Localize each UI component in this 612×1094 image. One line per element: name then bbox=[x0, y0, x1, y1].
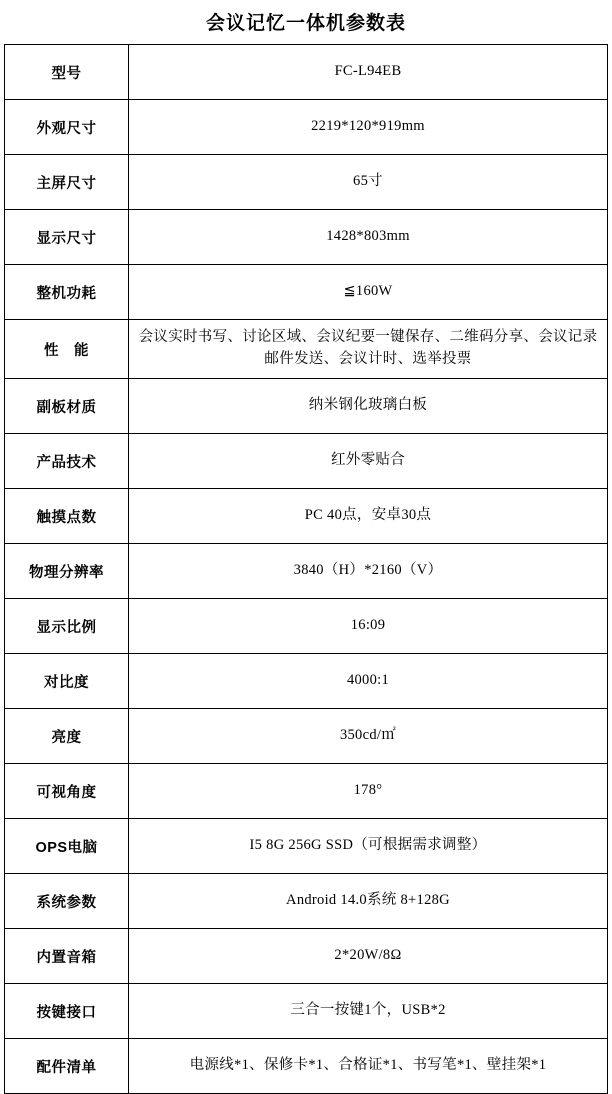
row-label: 显示比例 bbox=[5, 599, 129, 654]
table-row bbox=[5, 100, 608, 155]
row-value: 178° bbox=[129, 764, 608, 819]
row-value: I5 8G 256G SSD（可根据需求调整） bbox=[129, 819, 608, 874]
row-value: Android 14.0系统 8+128G bbox=[129, 874, 608, 929]
row-label: 显示尺寸 bbox=[5, 210, 129, 265]
table-row bbox=[5, 265, 608, 320]
row-value: 4000:1 bbox=[129, 654, 608, 709]
table-row bbox=[5, 874, 608, 929]
row-label: OPS电脑 bbox=[5, 819, 129, 874]
row-value: 65寸 bbox=[129, 155, 608, 210]
row-label: 可视角度 bbox=[5, 764, 129, 819]
row-value: 电源线*1、保修卡*1、合格证*1、书写笔*1、壁挂架*1 bbox=[129, 1039, 608, 1094]
row-label: 内置音箱 bbox=[5, 929, 129, 984]
table-row bbox=[5, 929, 608, 984]
row-label: 整机功耗 bbox=[5, 265, 129, 320]
table-row bbox=[5, 210, 608, 265]
row-value: PC 40点，安卓30点 bbox=[129, 489, 608, 544]
row-value: 3840（H）*2160（V） bbox=[129, 544, 608, 599]
table-row bbox=[5, 379, 608, 434]
row-value: 会议实时书写、讨论区域、会议纪要一键保存、二维码分享、会议记录邮件发送、会议计时、选举投票 bbox=[129, 320, 608, 379]
table-row bbox=[5, 434, 608, 489]
row-label: 外观尺寸 bbox=[5, 100, 129, 155]
table-row bbox=[5, 155, 608, 210]
row-label: 按键接口 bbox=[5, 984, 129, 1039]
row-value: 红外零贴合 bbox=[129, 434, 608, 489]
row-label: 亮度 bbox=[5, 709, 129, 764]
row-value: 350cd/㎡ bbox=[129, 709, 608, 764]
row-value: 三合一按键1个，USB*2 bbox=[129, 984, 608, 1039]
table-row bbox=[5, 1039, 608, 1094]
table-row bbox=[5, 320, 608, 379]
row-label: 产品技术 bbox=[5, 434, 129, 489]
row-label: 触摸点数 bbox=[5, 489, 129, 544]
table-row bbox=[5, 489, 608, 544]
row-value: FC-L94EB bbox=[129, 45, 608, 100]
row-label: 系统参数 bbox=[5, 874, 129, 929]
row-label: 性 能 bbox=[5, 320, 129, 379]
row-value: 1428*803mm bbox=[129, 210, 608, 265]
table-row bbox=[5, 599, 608, 654]
page-title: 会议记忆一体机参数表 bbox=[205, 13, 406, 34]
row-label: 配件清单 bbox=[5, 1039, 129, 1094]
row-label: 副板材质 bbox=[5, 379, 129, 434]
row-label: 物理分辨率 bbox=[5, 544, 129, 599]
table-row bbox=[5, 709, 608, 764]
row-value: ≦160W bbox=[129, 265, 608, 320]
table-row bbox=[5, 654, 608, 709]
spec-table bbox=[4, 44, 608, 1094]
table-row bbox=[5, 45, 608, 100]
table-row bbox=[5, 544, 608, 599]
table-row bbox=[5, 819, 608, 874]
row-value: 2*20W/8Ω bbox=[129, 929, 608, 984]
row-label: 对比度 bbox=[5, 654, 129, 709]
row-value: 纳米钢化玻璃白板 bbox=[129, 379, 608, 434]
row-label: 主屏尺寸 bbox=[5, 155, 129, 210]
table-row bbox=[5, 764, 608, 819]
row-label: 型号 bbox=[5, 45, 129, 100]
row-value: 2219*120*919mm bbox=[129, 100, 608, 155]
row-value: 16:09 bbox=[129, 599, 608, 654]
spec-table-body bbox=[5, 45, 608, 1094]
table-row bbox=[5, 984, 608, 1039]
